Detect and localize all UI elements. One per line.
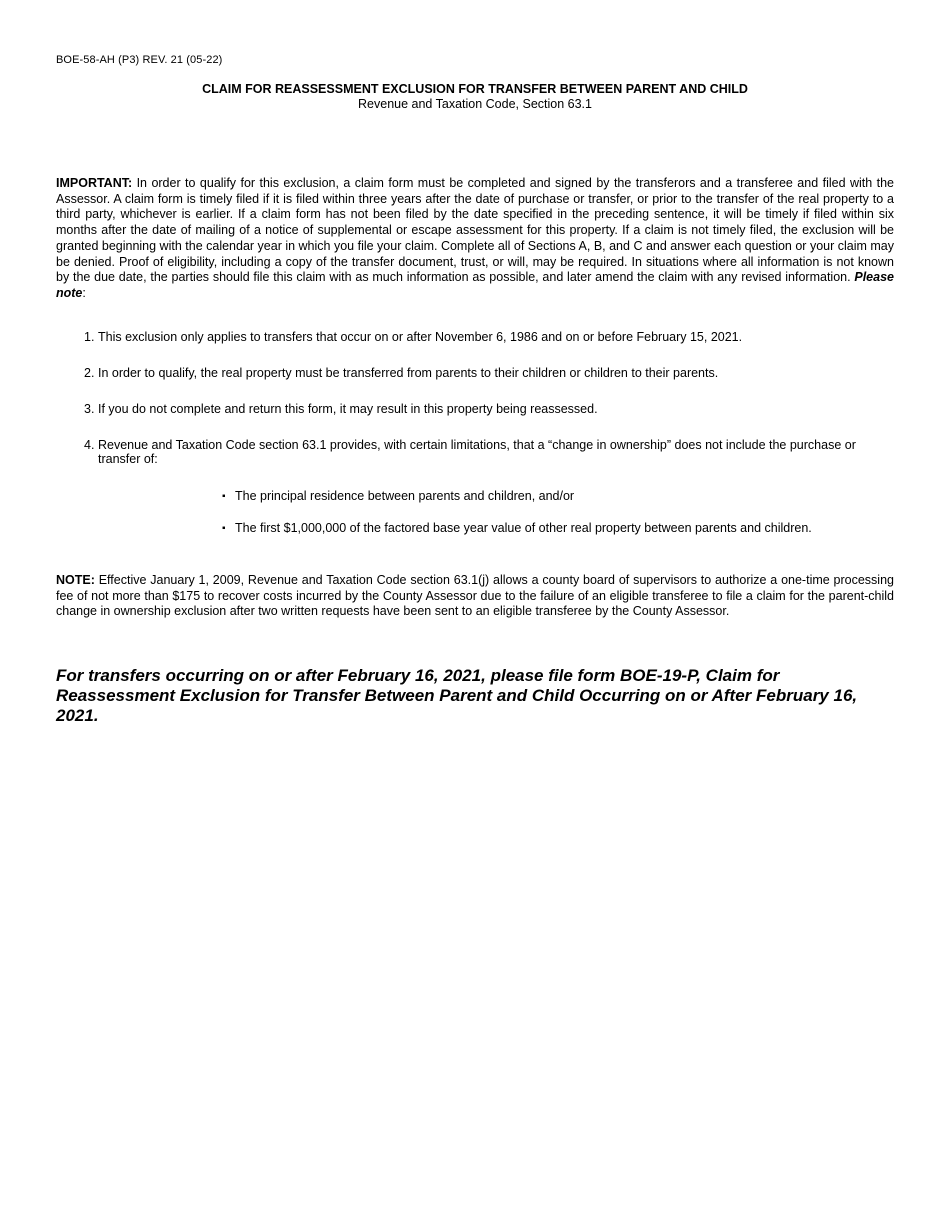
list-item-number: 4.	[84, 438, 95, 452]
bullet-item	[222, 489, 894, 504]
list-item-text: This exclusion only applies to transfers that occur on or after November 6, 1986 and on or before February 15, 2021.	[98, 330, 743, 344]
important-label: IMPORTANT:	[56, 176, 133, 190]
list-item	[56, 366, 894, 380]
list-item-text: If you do not complete and return this form, it may result in this property being reassessed.	[98, 402, 598, 416]
form-title: CLAIM FOR REASSESSMENT EXCLUSION FOR TRANSFER BETWEEN PARENT AND CHILD	[202, 82, 748, 96]
bullet-list	[222, 489, 894, 553]
note-body: Effective January 1, 2009, Revenue and Taxation Code section 63.1(j) allows a county board of supervisors to authorize a one-time processing fee of not more than $175 to recover costs incurred by the County Assessor due to the failure of an eligible transferee to file a claim for the parent-child change in ownership exclusion after two written requests have been sent to an eligible transferee by the County Assessor.	[56, 573, 894, 619]
bottom-notice: For transfers occurring on or after February 16, 2021, please file form BOE-19-P, Claim for Reassessment Exclusion for Transfer Between Parent and Child Occurring on or After February 16, 2021.	[56, 666, 858, 725]
numbered-list	[56, 330, 894, 488]
square-bullet-icon: ▪	[222, 491, 226, 502]
list-item-number: 2.	[84, 366, 95, 380]
bullet-item-text: The principal residence between parents and children, and/or	[235, 489, 575, 503]
list-item-number: 3.	[84, 402, 95, 416]
list-item-number: 1.	[84, 330, 95, 344]
list-item	[56, 438, 894, 466]
important-body: In order to qualify for this exclusion, a claim form must be completed and signed by the transferors and a transferee and filed with the Assessor. A claim form is timely filed if it is filed within three years after the date of purchase or transfer, or prior to the transfer of the real property to a third party, whichever is earlier. If a claim form has not been filed by the date specified in the preceding sentence, it will be timely if filed within six months after the date of mailing of a notice of supplemental or escape assessment for this property. If a claim is not timely filed, the exclusion will be granted beginning with the calendar year in which you file your claim. Complete all of Sections A, B, and C and answer each question or your claim may be denied. Proof of eligibility, including a copy of the transfer document, trust, or will, may be required. In situations where all information is not known by the due date, the parties should file this claim with as much information as possible, and later amend the claim with any revised information.	[56, 176, 894, 285]
form-identifier: BOE-58-AH (P3) REV. 21 (05-22)	[56, 54, 223, 66]
bullet-item-text: The first $1,000,000 of the factored base year value of other real property between parents and children.	[235, 521, 812, 535]
note-label: NOTE:	[56, 573, 95, 587]
list-item	[56, 330, 894, 344]
form-header	[56, 82, 894, 112]
list-item-text: Revenue and Taxation Code section 63.1 provides, with certain limitations, that a “change in ownership” does not include the purchase or transfer of:	[98, 438, 856, 466]
bullet-item	[222, 521, 894, 536]
important-paragraph	[56, 176, 894, 302]
list-item-text: In order to qualify, the real property must be transferred from parents to their children or children to their parents.	[98, 366, 719, 380]
please-note-colon: :	[82, 285, 86, 300]
note-paragraph	[56, 573, 894, 620]
please-note-label: Please note	[56, 270, 894, 300]
square-bullet-icon: ▪	[222, 523, 226, 534]
form-subtitle: Revenue and Taxation Code, Section 63.1	[358, 97, 592, 111]
list-item	[56, 402, 894, 416]
